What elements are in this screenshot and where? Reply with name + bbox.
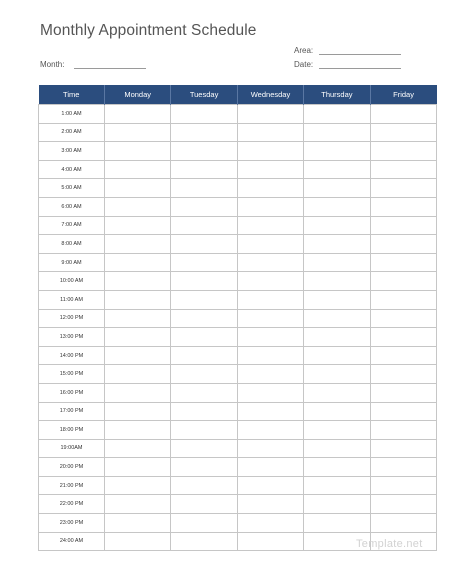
slot-cell-wednesday[interactable] xyxy=(237,105,303,124)
slot-cell-thursday[interactable] xyxy=(304,514,370,533)
time-cell: 18:00 PM xyxy=(39,421,105,440)
slot-cell-thursday[interactable] xyxy=(304,142,370,161)
slot-cell-tuesday[interactable] xyxy=(171,197,237,216)
slot-cell-tuesday[interactable] xyxy=(171,105,237,124)
slot-cell-wednesday[interactable] xyxy=(237,476,303,495)
time-cell: 7:00 AM xyxy=(39,216,105,235)
table-row xyxy=(39,514,437,533)
slot-cell-wednesday[interactable] xyxy=(237,383,303,402)
slot-cell-monday[interactable] xyxy=(105,216,171,235)
slot-cell-monday[interactable] xyxy=(105,346,171,365)
slot-cell-tuesday[interactable] xyxy=(171,439,237,458)
slot-cell-friday[interactable] xyxy=(370,365,436,384)
slot-cell-monday[interactable] xyxy=(105,383,171,402)
slot-cell-tuesday[interactable] xyxy=(171,402,237,421)
slot-cell-tuesday[interactable] xyxy=(171,160,237,179)
area-label: Area: xyxy=(294,46,314,55)
month-field xyxy=(40,60,146,69)
slot-cell-monday[interactable] xyxy=(105,290,171,309)
slot-cell-wednesday[interactable] xyxy=(237,365,303,384)
table-row xyxy=(39,290,437,309)
time-cell: 23:00 PM xyxy=(39,514,105,533)
slot-cell-monday[interactable] xyxy=(105,532,171,551)
area-field xyxy=(294,46,401,55)
date-field xyxy=(294,60,401,69)
time-cell: 24:00 AM xyxy=(39,532,105,551)
slot-cell-wednesday[interactable] xyxy=(237,123,303,142)
slot-cell-wednesday[interactable] xyxy=(237,514,303,533)
slot-cell-friday[interactable] xyxy=(370,197,436,216)
date-label: Date: xyxy=(294,60,314,69)
time-cell: 15:00 PM xyxy=(39,365,105,384)
slot-cell-thursday[interactable] xyxy=(304,197,370,216)
time-cell: 19:00AM xyxy=(39,439,105,458)
slot-cell-wednesday[interactable] xyxy=(237,272,303,291)
slot-cell-tuesday[interactable] xyxy=(171,142,237,161)
time-cell: 5:00 AM xyxy=(39,179,105,198)
time-cell: 1:00 AM xyxy=(39,105,105,124)
slot-cell-tuesday[interactable] xyxy=(171,495,237,514)
slot-cell-thursday[interactable] xyxy=(304,421,370,440)
time-cell: 11:00 AM xyxy=(39,290,105,309)
slot-cell-wednesday[interactable] xyxy=(237,216,303,235)
column-header-friday: Friday xyxy=(370,85,436,105)
slot-cell-friday[interactable] xyxy=(370,421,436,440)
table-row xyxy=(39,235,437,254)
slot-cell-monday[interactable] xyxy=(105,272,171,291)
slot-cell-monday[interactable] xyxy=(105,439,171,458)
time-cell: 16:00 PM xyxy=(39,383,105,402)
time-cell: 10:00 AM xyxy=(39,272,105,291)
time-cell: 14:00 PM xyxy=(39,346,105,365)
table-row xyxy=(39,142,437,161)
table-row xyxy=(39,216,437,235)
slot-cell-monday[interactable] xyxy=(105,253,171,272)
slot-cell-wednesday[interactable] xyxy=(237,328,303,347)
slot-cell-thursday[interactable] xyxy=(304,328,370,347)
slot-cell-monday[interactable] xyxy=(105,309,171,328)
slot-cell-friday[interactable] xyxy=(370,476,436,495)
slot-cell-friday[interactable] xyxy=(370,514,436,533)
slot-cell-wednesday[interactable] xyxy=(237,421,303,440)
watermark: Template.net xyxy=(356,538,423,550)
slot-cell-thursday[interactable] xyxy=(304,105,370,124)
slot-cell-thursday[interactable] xyxy=(304,365,370,384)
slot-cell-thursday[interactable] xyxy=(304,123,370,142)
page-title: Monthly Appointment Schedule xyxy=(40,22,257,39)
slot-cell-tuesday[interactable] xyxy=(171,179,237,198)
slot-cell-wednesday[interactable] xyxy=(237,253,303,272)
slot-cell-friday[interactable] xyxy=(370,495,436,514)
slot-cell-tuesday[interactable] xyxy=(171,123,237,142)
table-row xyxy=(39,105,437,124)
slot-cell-tuesday[interactable] xyxy=(171,309,237,328)
slot-cell-monday[interactable] xyxy=(105,235,171,254)
slot-cell-tuesday[interactable] xyxy=(171,235,237,254)
slot-cell-tuesday[interactable] xyxy=(171,365,237,384)
slot-cell-monday[interactable] xyxy=(105,421,171,440)
slot-cell-tuesday[interactable] xyxy=(171,216,237,235)
time-cell: 22:00 PM xyxy=(39,495,105,514)
slot-cell-friday[interactable] xyxy=(370,328,436,347)
slot-cell-friday[interactable] xyxy=(370,235,436,254)
slot-cell-wednesday[interactable] xyxy=(237,346,303,365)
slot-cell-thursday[interactable] xyxy=(304,495,370,514)
slot-cell-friday[interactable] xyxy=(370,309,436,328)
table-header-row xyxy=(39,85,437,105)
slot-cell-friday[interactable] xyxy=(370,216,436,235)
time-cell: 8:00 AM xyxy=(39,235,105,254)
date-input-line[interactable] xyxy=(319,60,401,69)
time-cell: 13:00 PM xyxy=(39,328,105,347)
slot-cell-monday[interactable] xyxy=(105,458,171,477)
table-row xyxy=(39,346,437,365)
slot-cell-monday[interactable] xyxy=(105,105,171,124)
slot-cell-monday[interactable] xyxy=(105,328,171,347)
column-header-thursday: Thursday xyxy=(304,85,370,105)
table-row xyxy=(39,160,437,179)
slot-cell-wednesday[interactable] xyxy=(237,532,303,551)
schedule-table xyxy=(38,85,437,551)
time-cell: 9:00 AM xyxy=(39,253,105,272)
slot-cell-tuesday[interactable] xyxy=(171,458,237,477)
slot-cell-monday[interactable] xyxy=(105,476,171,495)
slot-cell-friday[interactable] xyxy=(370,105,436,124)
time-cell: 3:00 AM xyxy=(39,142,105,161)
time-cell: 17:00 PM xyxy=(39,402,105,421)
slot-cell-wednesday[interactable] xyxy=(237,439,303,458)
slot-cell-thursday[interactable] xyxy=(304,383,370,402)
slot-cell-thursday[interactable] xyxy=(304,290,370,309)
slot-cell-tuesday[interactable] xyxy=(171,253,237,272)
slot-cell-monday[interactable] xyxy=(105,365,171,384)
slot-cell-friday[interactable] xyxy=(370,439,436,458)
month-input-line[interactable] xyxy=(74,60,146,69)
table-row xyxy=(39,495,437,514)
slot-cell-wednesday[interactable] xyxy=(237,290,303,309)
slot-cell-thursday[interactable] xyxy=(304,476,370,495)
table-row xyxy=(39,439,437,458)
slot-cell-tuesday[interactable] xyxy=(171,383,237,402)
slot-cell-tuesday[interactable] xyxy=(171,272,237,291)
slot-cell-friday[interactable] xyxy=(370,179,436,198)
slot-cell-wednesday[interactable] xyxy=(237,309,303,328)
table-row xyxy=(39,123,437,142)
month-label: Month: xyxy=(40,60,65,69)
slot-cell-wednesday[interactable] xyxy=(237,458,303,477)
slot-cell-friday[interactable] xyxy=(370,383,436,402)
slot-cell-thursday[interactable] xyxy=(304,160,370,179)
slot-cell-friday[interactable] xyxy=(370,142,436,161)
slot-cell-monday[interactable] xyxy=(105,495,171,514)
table-row xyxy=(39,402,437,421)
slot-cell-thursday[interactable] xyxy=(304,272,370,291)
time-cell: 6:00 AM xyxy=(39,197,105,216)
column-header-monday: Monday xyxy=(105,85,171,105)
time-cell: 21:00 PM xyxy=(39,476,105,495)
table-row xyxy=(39,365,437,384)
table-row xyxy=(39,328,437,347)
slot-cell-thursday[interactable] xyxy=(304,439,370,458)
slot-cell-friday[interactable] xyxy=(370,402,436,421)
table-row xyxy=(39,253,437,272)
slot-cell-thursday[interactable] xyxy=(304,235,370,254)
slot-cell-thursday[interactable] xyxy=(304,309,370,328)
table-row xyxy=(39,179,437,198)
slot-cell-tuesday[interactable] xyxy=(171,290,237,309)
table-row xyxy=(39,272,437,291)
slot-cell-thursday[interactable] xyxy=(304,216,370,235)
slot-cell-monday[interactable] xyxy=(105,160,171,179)
slot-cell-wednesday[interactable] xyxy=(237,197,303,216)
table-row xyxy=(39,383,437,402)
column-header-tuesday: Tuesday xyxy=(171,85,237,105)
slot-cell-thursday[interactable] xyxy=(304,253,370,272)
slot-cell-friday[interactable] xyxy=(370,290,436,309)
column-header-wednesday: Wednesday xyxy=(237,85,303,105)
schedule-body xyxy=(39,105,437,551)
time-cell: 20:00 PM xyxy=(39,458,105,477)
slot-cell-friday[interactable] xyxy=(370,160,436,179)
slot-cell-thursday[interactable] xyxy=(304,458,370,477)
table-row xyxy=(39,476,437,495)
slot-cell-friday[interactable] xyxy=(370,272,436,291)
slot-cell-thursday[interactable] xyxy=(304,179,370,198)
table-row xyxy=(39,458,437,477)
slot-cell-wednesday[interactable] xyxy=(237,495,303,514)
time-cell: 4:00 AM xyxy=(39,160,105,179)
slot-cell-wednesday[interactable] xyxy=(237,179,303,198)
table-row xyxy=(39,421,437,440)
slot-cell-wednesday[interactable] xyxy=(237,402,303,421)
column-header-time: Time xyxy=(39,85,105,105)
slot-cell-monday[interactable] xyxy=(105,402,171,421)
slot-cell-tuesday[interactable] xyxy=(171,328,237,347)
slot-cell-friday[interactable] xyxy=(370,458,436,477)
slot-cell-tuesday[interactable] xyxy=(171,421,237,440)
slot-cell-tuesday[interactable] xyxy=(171,514,237,533)
slot-cell-tuesday[interactable] xyxy=(171,346,237,365)
table-row xyxy=(39,309,437,328)
area-input-line[interactable] xyxy=(319,46,401,55)
slot-cell-thursday[interactable] xyxy=(304,346,370,365)
slot-cell-friday[interactable] xyxy=(370,253,436,272)
time-cell: 2:00 AM xyxy=(39,123,105,142)
slot-cell-wednesday[interactable] xyxy=(237,142,303,161)
slot-cell-monday[interactable] xyxy=(105,197,171,216)
slot-cell-friday[interactable] xyxy=(370,346,436,365)
slot-cell-monday[interactable] xyxy=(105,142,171,161)
slot-cell-thursday[interactable] xyxy=(304,402,370,421)
time-cell: 12:00 PM xyxy=(39,309,105,328)
table-row xyxy=(39,197,437,216)
slot-cell-monday[interactable] xyxy=(105,179,171,198)
slot-cell-tuesday[interactable] xyxy=(171,532,237,551)
slot-cell-wednesday[interactable] xyxy=(237,160,303,179)
slot-cell-wednesday[interactable] xyxy=(237,235,303,254)
slot-cell-monday[interactable] xyxy=(105,123,171,142)
slot-cell-tuesday[interactable] xyxy=(171,476,237,495)
slot-cell-friday[interactable] xyxy=(370,123,436,142)
slot-cell-monday[interactable] xyxy=(105,514,171,533)
